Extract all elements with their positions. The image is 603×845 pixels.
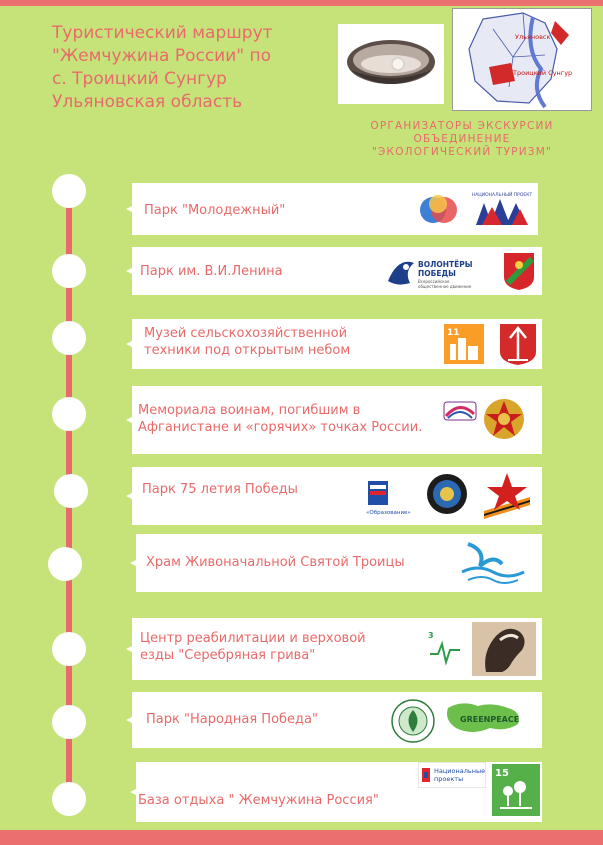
stop-label: Парк "Народная Победа" <box>146 712 318 727</box>
ulyanovsk-region-map-icon <box>453 9 591 110</box>
timeline-dot <box>52 705 86 739</box>
ribbon-circles-logo <box>418 193 460 227</box>
stop-label: Центр реабилитации и верховой езды "Серебряная грива" <box>140 631 366 663</box>
stop-label: Парк им. В.И.Ленина <box>140 264 283 279</box>
stop-label: Парк 75 летия Победы <box>142 482 298 497</box>
svg-text:НАЦИОНАЛЬНЫЙ ПРОЕКТ: НАЦИОНАЛЬНЫЙ ПРОЕКТ <box>472 193 532 198</box>
svg-text:Всероссийское: Всероссийское <box>418 279 450 284</box>
map-label-ulyanovsk: Ульяновск <box>515 33 551 41</box>
svg-text:проекты: проекты <box>434 775 464 783</box>
sdg-15-life-on-land-icon <box>492 764 540 816</box>
route-stop-card <box>136 762 542 822</box>
pearl-oyster-image <box>338 24 444 104</box>
route-stop-card <box>132 467 542 525</box>
route-stop-card <box>132 183 538 235</box>
svg-text:ВОЛОНТЁРЫ: ВОЛОНТЁРЫ <box>418 260 473 269</box>
national-project-demography-logo <box>472 189 532 229</box>
svg-text:GREENPEACE: GREENPEACE <box>460 715 520 724</box>
svg-text:Национальные: Национальные <box>434 767 486 775</box>
timeline-dot <box>52 174 86 208</box>
national-project-education-logo <box>364 477 422 517</box>
round-emblem-icon <box>426 471 468 517</box>
timeline-dot <box>54 474 88 508</box>
sdg-3-good-health-icon <box>426 628 464 668</box>
route-stop-card <box>132 247 542 295</box>
stop-label: Музей сельскохозяйственной техники под открытым небом <box>144 326 351 358</box>
timeline-dot <box>52 321 86 355</box>
route-stop-card <box>132 618 542 680</box>
regional-coat-of-arms-icon <box>502 251 536 291</box>
stop-label: Храм Живоначальной Святой Троицы <box>146 555 405 570</box>
timeline-dot <box>52 632 86 666</box>
bottom-accent-bar <box>0 830 603 845</box>
route-stop-card <box>136 534 542 592</box>
timeline-dot <box>52 397 86 431</box>
horse-head-icon <box>472 622 536 676</box>
timeline-dot <box>52 782 86 816</box>
timeline-dot <box>48 547 82 581</box>
svg-text:11: 11 <box>447 328 460 338</box>
svg-text:3: 3 <box>428 631 434 640</box>
stop-label: База отдыха " Жемчужина Россия" <box>138 793 379 808</box>
red-star-st-george-ribbon-icon <box>482 471 532 519</box>
page-title: Туристический маршрут "Жемчужина России" по с. Троицкий Сунгур Ульяновская область <box>52 23 273 112</box>
route-stop-card <box>132 319 542 369</box>
top-accent-bar <box>0 0 603 6</box>
stop-label: Мемориала воинам, погибшим в Афганистане и «горячих» точках России. <box>138 403 423 435</box>
national-projects-russia-logo <box>418 762 486 788</box>
stop-label: Парк "Молодежный" <box>144 203 286 218</box>
volunteers-of-victory-logo <box>384 253 476 291</box>
svg-text:общественное движение: общественное движение <box>418 284 472 289</box>
svg-text:ПОБЕДЫ: ПОБЕДЫ <box>418 269 456 278</box>
ulyanovsk-region-coat-of-arms-icon <box>498 322 538 366</box>
russia-remembers-logo <box>442 398 478 424</box>
route-stop-card <box>132 692 542 748</box>
greenpeace-logo <box>442 698 528 742</box>
svg-text:«Образование»: «Образование» <box>366 510 411 516</box>
route-stop-card <box>132 386 542 454</box>
pearl-oyster-icon <box>338 24 444 104</box>
ecological-society-seal-icon <box>390 698 436 744</box>
red-star-medal-icon <box>482 396 526 442</box>
region-map <box>452 8 592 111</box>
sdg-11-sustainable-cities-icon <box>444 324 484 364</box>
timeline-dot <box>52 254 86 288</box>
map-label-troitsky-sungur: Троицкий Сунгур <box>513 69 573 77</box>
svg-text:15: 15 <box>495 768 509 779</box>
water-waves-logo <box>458 540 528 586</box>
organizers-text: ОРГАНИЗАТОРЫ ЭКСКУРСИИ ОБЪЕДИНЕНИЕ "ЭКОЛОГИЧЕСКИЙ ТУРИЗМ" <box>370 120 554 158</box>
